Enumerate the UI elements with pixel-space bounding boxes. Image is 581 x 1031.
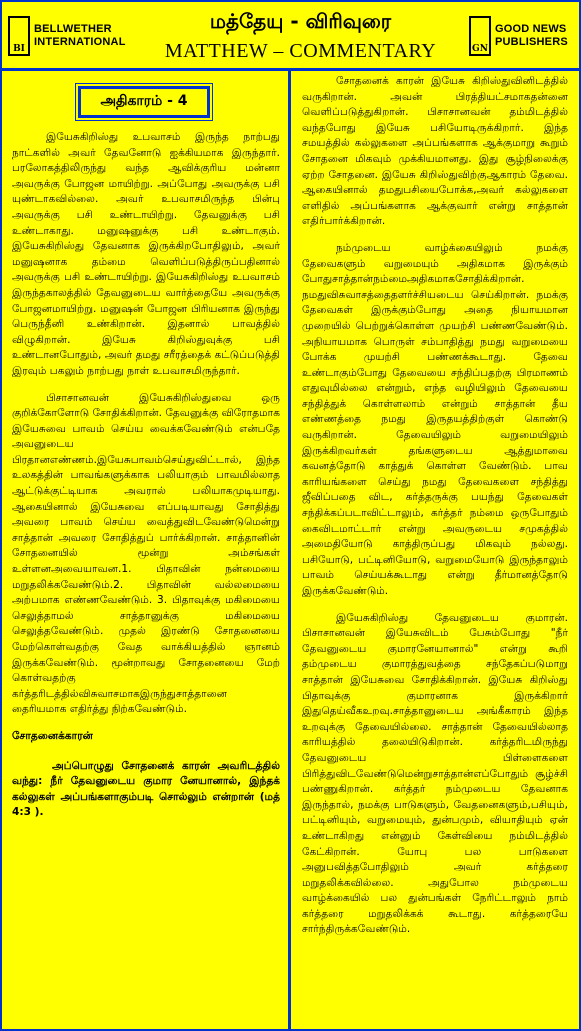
paragraph: இயேசுகிறிஸ்து உபவாசம் இருந்த நாற்பது நாட்களில் அவர் தேவனோடு ஐக்கியமாக இருந்தார். பரலோகத்திலிருந்து வந்த ஆவிக்குரிய மன்னா அவருக்கு போஜன மாயிற்று. அப்போது அவருக்கு பசி யுண்டாகவில்லை. அவர் உபவாசமிருந்த பின்பு அவருக்கு பசி உண்டாயிற்று. தேவனுக்கு பசி உண்டாகாது. மனுஷனுக்கு பசி உண்டாகும். இயேசுகிறிஸ்து தேவனாக இருக்கிறபோதிலும், அவர் மனுஷனாக தம்மை வெளிப்படுத்திருப்பதினால் அவருக்கு பசி உண்டாயிற்று. இயேசுகிறிஸ்து உபவாசம் இருந்தகாலத்தில் தேவனுடைய வார்த்தையே அவருக்கு போஜனமாயிற்று. மனுஷன் போஜன பிரியனாக இருந்து பெருந்தீனி உண்கிறான். இதனால் பாவத்தில் விழுகிறான். இயேசு கிறிஸ்துவுக்கு பசி உண்டானபோதும், அவர் தமது சரீரத்தைக் கட்டுப்படுத்தி இரவும் பகலும் நாற்பது நாள் உபவாசமிருந்தார். [12, 131, 280, 377]
book-icon: GN [469, 16, 491, 56]
paragraph: பிசாசானவன் இயேசுகிறிஸ்துவை ஒரு குறிக்கோளோடு சோதிக்கிறான். தேவனுக்கு விரோதமாக இயேசுவை பாவம் செய்ய வைக்கவேண்டும் என்பதே அவனுடைய பிரதானஎண்ணம்.இயேசுபாவம்செய்துவிட்டால், இந்த உலகத்தின் பாவங்களுக்காக பலியாகும் பாவமில்லாத ஆட்டுக்குட்டியாக அவரால் பலியாகமுடியாது. ஆகையினால் இயேசுவை எப்படியாவது சோதித்து அவரை பாவம் செய்ய வைத்துவிடவேண்டுமென்று சாத்தான் அவரை சோதித்துப் பார்க்கிறான். சாத்தானின் சோதனையில் மூன்று அம்சங்கள் உள்ளனஅவையாவன.1. பிதாவின் நன்மையை மறுதலிக்கவேண்டும்.2. பிதாவின் வல்லமையை அற்பமாக எண்ணவேண்டும். 3. பிதாவுக்கு மகிமையை செலுத்தாமல் சாத்தானுக்கு மகிமையை செலுத்தவேண்டும். முதல் இரண்டு சோதனையை மேற்கொள்வதற்கு வேத வாக்கியத்தில் ஞானம் இருக்கவேண்டும். மூன்றாவது சோதனையை மேற் கொள்வதற்கு கர்த்தரிடத்தில்விசுவாசமாகஇருந்துசாத்தானை தைரியமாக எதிர்த்து நிற்கவேண்டும். [12, 391, 280, 716]
logo-right-line2: PUBLISHERS [495, 36, 568, 48]
chapter-label: அதிகாரம் - 4 [78, 86, 210, 118]
left-column [12, 74, 280, 1024]
paragraph: நம்முடைய வாழ்க்கையிலும் நமக்கு தேவைகளும் வறுமையும் அதிகமாக இருக்கும் போதுசாத்தான்நம்மைஅதிகமாகசோதிக்கிறான். நமதுவிசுவாசத்தைதளர்ச்சியடைய செய்கிறான். நமக்கு தேவைகள் இருக்கும்போது அதை நியாயமான முறையில் பெற்றுக்கொள்ள முயற்சி பண்ணவேண்டும். அநியாயமாக பொருள் சம்பாதித்து நமது வறுமையை போக்க முயற்சி பண்ணக்கூடாது. தேவை உண்டாகும்போது தேவையை சந்திப்பதற்கு பிரமாணம் எதுவுமில்லை என்றும், எந்த வழியிலும் தேவையை சந்தித்துக் கொள்ளலாம் என்றும் சாத்தான் தீய எண்ணத்தை நமது இருதயத்திற்குள் கொண்டு வருகிறான். தேவையிலும் வறுமையிலும் இருக்கிறவர்கள் தங்களுடைய ஆத்துமாவை கவனத்தோடு காத்துக் கொள்ள வேண்டும். பாவ காரியங்களை செய்து நமது தேவைகளை சந்தித்து ஜீவிப்பதை விட, கர்த்தருக்கு பயந்து தேவைகள் சந்திக்கப்படாவிட்டாலும், கர்த்தர் நம்மை ஒருபோதும் கைவிடமாட்டார் என்று அவருடைய சமுகத்தில் அமைதியோடு காத்திருப்பது மிகவும் நல்லது. பசியோடு, பட்டினியோடு, வறுமையோடு இருந்தாலும் பாவம் செய்யக்கூடாது என்று தீர்மானத்தோடு இருக்கவேண்டும். [302, 241, 568, 597]
title-english: MATTHEW – COMMENTARY [164, 40, 437, 62]
section-heading: சோதனைக்காரன் [12, 729, 93, 742]
good-news-logo [469, 10, 573, 62]
logo-right-line1: GOOD NEWS [495, 23, 567, 35]
column-divider [288, 68, 291, 1029]
page-header [2, 2, 579, 71]
bellwether-logo [8, 10, 128, 62]
paragraph: இயேசுகிறிஸ்து தேவனுடைய குமாரன். பிசாசானவன் இயேசுவிடம் பேசும்போது "நீர் தேவனுடைய குமாரனேயானால்" என்று கூறி தம்முடைய குமாரத்துவத்தை சந்தேகப்படுமாறு சாத்தான் இயேசுவை சோதிக்கிறான். இயேசு கிறிஸ்து பிதாவுக்கு குமாரனாக இருக்கிறார் இதுதெய்வீகஉறவு.சாத்தானுடைய அங்கீகாரம் இந்த உறவுக்கு தேவையில்லை. சாத்தான் தேவையில்லாத காரியத்தில் தலையிடுகிறான். கர்த்தரிடமிருந்து தேவனுடைய பிள்ளைகளை பிரித்துவிடவேண்டுமென்றுசாத்தான்எப்போதும் சூழ்ச்சி பண்ணுகிறான். கர்த்தர் நம்முடைய தேவனாக இருந்தால், நமக்கு பாடுகளும், வேதனைகளும்,பசியும், பட்டினியும், வறுமையும், துன்பமும், வியாதியும் ஏன் உண்டாகிறது என்னும் கேள்வியை நம்மிடத்தில் கேட்கிறான். யோபு பல பாடுகளை அனுபவித்தபோதிலும் அவர் கர்த்தரை மறுதலிக்கவில்லை. அதுபோல நம்முடைய வாழ்க்கையில் பல துன்பங்கள் நேரிட்டாலும் நாம் கர்த்தரை மறுதலிக்கக் கூடாது. கர்த்தரையே சார்ந்திருக்கவேண்டும். [302, 611, 568, 936]
title-block [132, 6, 469, 64]
logo-left-line1: BELLWETHER [34, 23, 112, 35]
scripture-quote: அப்பொழுது சோதனைக் காரன் அவரிடத்தில் வந்து: நீர் தேவனுடைய குமார னேயானால், இந்தக் கல்லுகள் அப்பங்களாகும்படி சொல்லும் என்றான் (மத் 4:3 ). [12, 759, 280, 819]
figure-icon: BI [8, 16, 30, 56]
title-tamil: மத்தேயு - விரிவுரை [209, 9, 392, 33]
paragraph: சோதனைக் காரன் இயேசு கிறிஸ்துவினிடத்தில் வருகிறான். அவன் பிரத்தியட்சமாகதன்னை வெளிப்படுத்துகிறான். பிசாசானவன் தம்மிடத்தில் வந்தபோது இயேசு பசியோடிருக்கிறார். இந்த சமயத்தில் கல்லுகளை அப்பங்களாக ஆக்குமாறு கூறும் சோதனை மிகவும் முக்கியமானது. இது சூழ்நிலைக்கு ஏற்ற சோதனை. இயேசு கிறிஸ்துவிற்குஆகாரம் தேவை. ஆகையினால் தமதுபசியைபோக்க,அவர் கல்லுகளை எளிதில் அப்பங்களாக ஆக்குவார் என்று சாத்தான் எதிர்பார்க்கிறான். [302, 75, 568, 228]
right-column [302, 74, 568, 1024]
logo-left-line2: INTERNATIONAL [34, 36, 126, 48]
